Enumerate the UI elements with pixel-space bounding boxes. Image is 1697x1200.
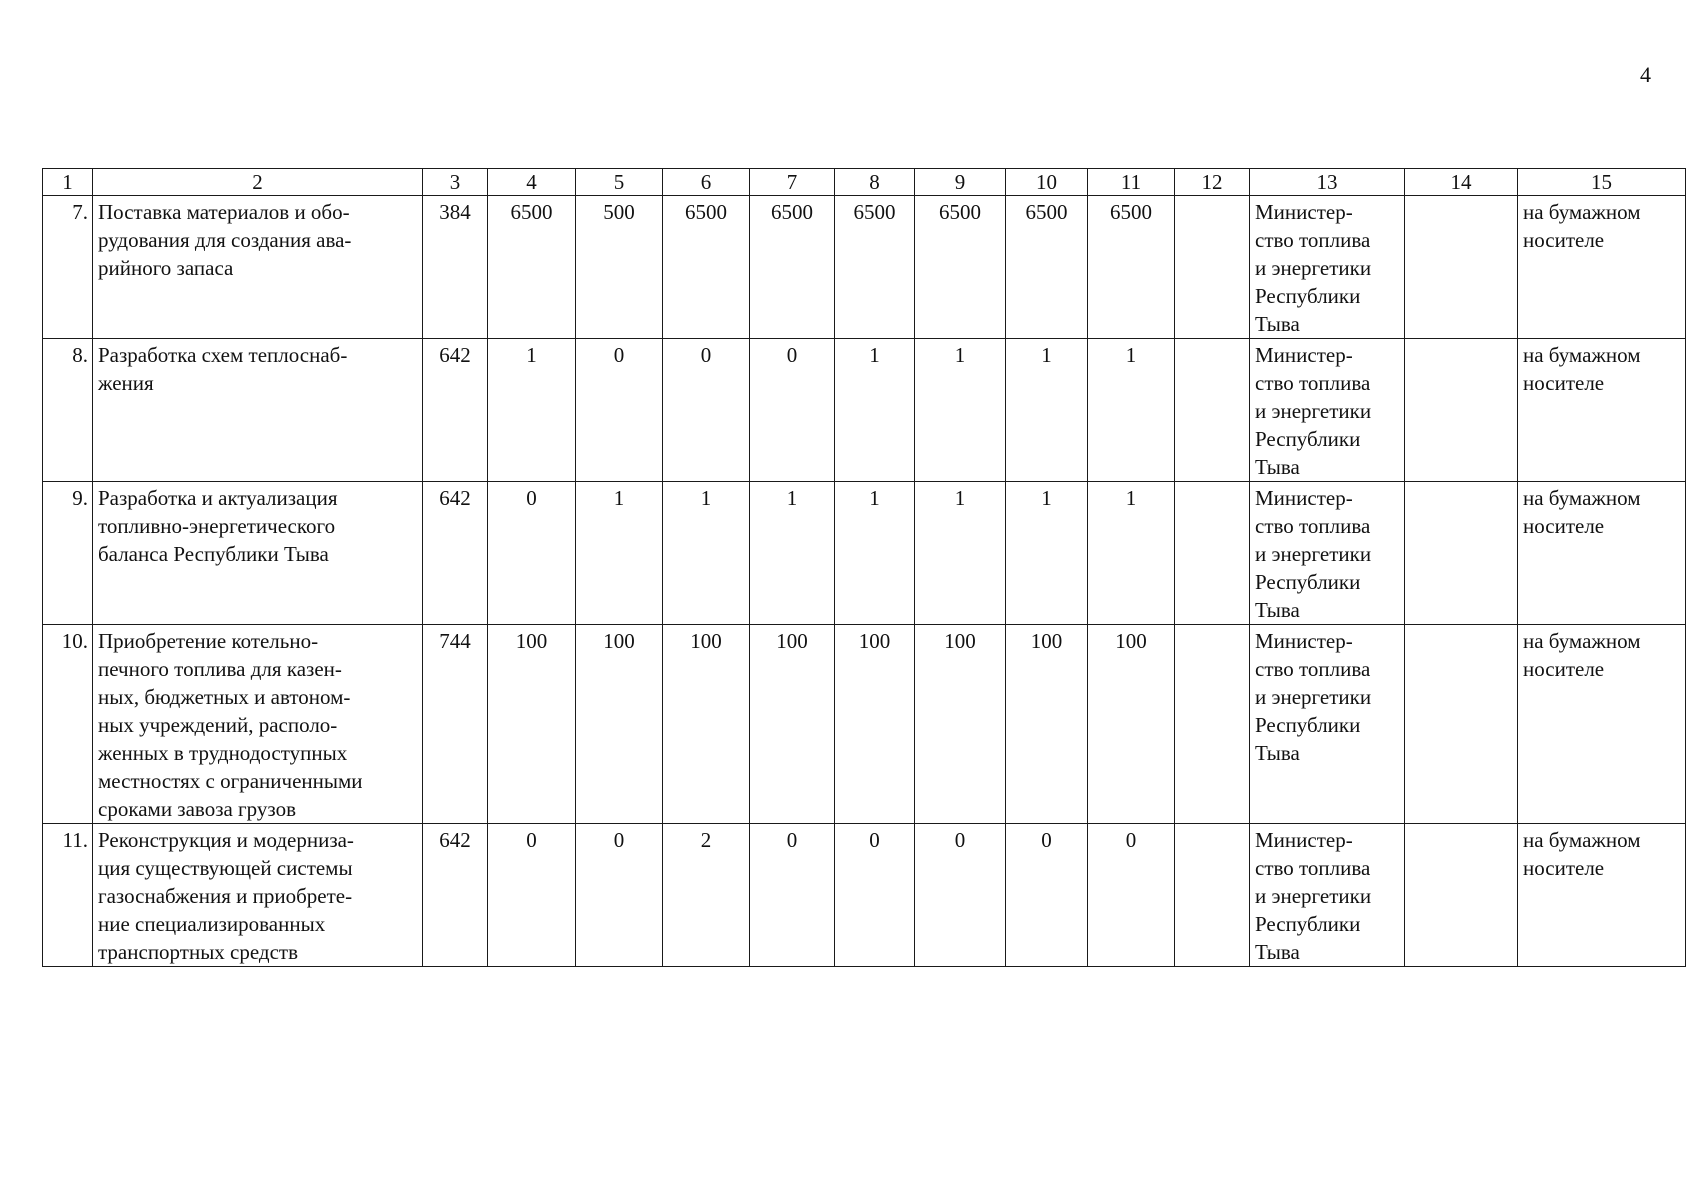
code-cell: 642 bbox=[423, 482, 488, 625]
value-cell: 6500 bbox=[915, 196, 1006, 339]
code-cell: 642 bbox=[423, 339, 488, 482]
value-cell: 100 bbox=[663, 625, 750, 824]
column-number-cell: 7 bbox=[750, 169, 835, 196]
format-cell: на бумажном носителе bbox=[1518, 339, 1686, 482]
column-number-cell: 5 bbox=[576, 169, 663, 196]
responsible-cell: Министер- ство топлива и энергетики Республики Тыва bbox=[1250, 339, 1405, 482]
empty-cell bbox=[1175, 339, 1250, 482]
value-cell: 100 bbox=[750, 625, 835, 824]
value-cell: 0 bbox=[488, 482, 576, 625]
value-cell: 0 bbox=[915, 824, 1006, 967]
value-cell: 1 bbox=[488, 339, 576, 482]
value-cell: 0 bbox=[576, 339, 663, 482]
row-number-cell: 11. bbox=[43, 824, 93, 967]
code-cell: 744 bbox=[423, 625, 488, 824]
value-cell: 1 bbox=[1088, 339, 1175, 482]
column-number-cell: 6 bbox=[663, 169, 750, 196]
value-cell: 100 bbox=[915, 625, 1006, 824]
value-cell: 0 bbox=[663, 339, 750, 482]
responsible-cell: Министер- ство топлива и энергетики Республики Тыва bbox=[1250, 824, 1405, 967]
value-cell: 6500 bbox=[750, 196, 835, 339]
value-cell: 6500 bbox=[1006, 196, 1088, 339]
table-row bbox=[43, 339, 1686, 482]
column-number-cell: 10 bbox=[1006, 169, 1088, 196]
column-number-cell: 9 bbox=[915, 169, 1006, 196]
table-row bbox=[43, 625, 1686, 824]
column-number-cell: 8 bbox=[835, 169, 915, 196]
value-cell: 0 bbox=[1006, 824, 1088, 967]
row-number-cell: 10. bbox=[43, 625, 93, 824]
value-cell: 100 bbox=[488, 625, 576, 824]
format-cell: на бумажном носителе bbox=[1518, 625, 1686, 824]
column-number-cell: 11 bbox=[1088, 169, 1175, 196]
row-number-cell: 7. bbox=[43, 196, 93, 339]
empty-cell bbox=[1405, 339, 1518, 482]
empty-cell bbox=[1405, 196, 1518, 339]
code-cell: 642 bbox=[423, 824, 488, 967]
activity-name-cell: Реконструкция и модерниза- ция существующей системы газоснабжения и приобрете- ние специализированных транспортных средств bbox=[93, 824, 423, 967]
value-cell: 6500 bbox=[488, 196, 576, 339]
empty-cell bbox=[1405, 482, 1518, 625]
column-number-cell: 12 bbox=[1175, 169, 1250, 196]
value-cell: 100 bbox=[835, 625, 915, 824]
value-cell: 0 bbox=[750, 824, 835, 967]
value-cell: 6500 bbox=[663, 196, 750, 339]
value-cell: 1 bbox=[915, 482, 1006, 625]
value-cell: 1 bbox=[915, 339, 1006, 482]
value-cell: 100 bbox=[576, 625, 663, 824]
value-cell: 1 bbox=[835, 339, 915, 482]
activity-name-cell: Разработка и актуализация топливно-энергетического баланса Республики Тыва bbox=[93, 482, 423, 625]
responsible-cell: Министер- ство топлива и энергетики Республики Тыва bbox=[1250, 196, 1405, 339]
value-cell: 0 bbox=[576, 824, 663, 967]
column-number-cell: 2 bbox=[93, 169, 423, 196]
value-cell: 1 bbox=[835, 482, 915, 625]
value-cell: 6500 bbox=[835, 196, 915, 339]
value-cell: 1 bbox=[1006, 482, 1088, 625]
value-cell: 100 bbox=[1006, 625, 1088, 824]
empty-cell bbox=[1405, 824, 1518, 967]
empty-cell bbox=[1175, 196, 1250, 339]
format-cell: на бумажном носителе bbox=[1518, 196, 1686, 339]
activity-name-cell: Разработка схем теплоснаб- жения bbox=[93, 339, 423, 482]
column-number-cell: 1 bbox=[43, 169, 93, 196]
value-cell: 500 bbox=[576, 196, 663, 339]
column-number-cell: 3 bbox=[423, 169, 488, 196]
column-number-row bbox=[43, 169, 1686, 196]
value-cell: 0 bbox=[835, 824, 915, 967]
value-cell: 0 bbox=[1088, 824, 1175, 967]
value-cell: 0 bbox=[488, 824, 576, 967]
value-cell: 1 bbox=[663, 482, 750, 625]
value-cell: 100 bbox=[1088, 625, 1175, 824]
value-cell: 0 bbox=[750, 339, 835, 482]
value-cell: 1 bbox=[1006, 339, 1088, 482]
activity-name-cell: Поставка материалов и обо- рудования для создания ава- рийного запаса bbox=[93, 196, 423, 339]
table-row bbox=[43, 482, 1686, 625]
code-cell: 384 bbox=[423, 196, 488, 339]
value-cell: 6500 bbox=[1088, 196, 1175, 339]
column-number-cell: 4 bbox=[488, 169, 576, 196]
table-row bbox=[43, 196, 1686, 339]
responsible-cell: Министер- ство топлива и энергетики Республики Тыва bbox=[1250, 625, 1405, 824]
empty-cell bbox=[1405, 625, 1518, 824]
program-table-container bbox=[42, 168, 1686, 967]
format-cell: на бумажном носителе bbox=[1518, 482, 1686, 625]
responsible-cell: Министер- ство топлива и энергетики Республики Тыва bbox=[1250, 482, 1405, 625]
value-cell: 1 bbox=[1088, 482, 1175, 625]
program-table bbox=[42, 168, 1686, 967]
empty-cell bbox=[1175, 625, 1250, 824]
table-row bbox=[43, 824, 1686, 967]
value-cell: 1 bbox=[750, 482, 835, 625]
column-number-cell: 15 bbox=[1518, 169, 1686, 196]
column-number-cell: 14 bbox=[1405, 169, 1518, 196]
column-number-cell: 13 bbox=[1250, 169, 1405, 196]
value-cell: 2 bbox=[663, 824, 750, 967]
activity-name-cell: Приобретение котельно- печного топлива для казен- ных, бюджетных и автоном- ных учреждений, располо- женных в труднодоступных местностях с ограниченными сроками завоза грузов bbox=[93, 625, 423, 824]
format-cell: на бумажном носителе bbox=[1518, 824, 1686, 967]
row-number-cell: 8. bbox=[43, 339, 93, 482]
empty-cell bbox=[1175, 824, 1250, 967]
table-body bbox=[43, 169, 1686, 967]
page-number: 4 bbox=[1640, 62, 1651, 87]
empty-cell bbox=[1175, 482, 1250, 625]
row-number-cell: 9. bbox=[43, 482, 93, 625]
value-cell: 1 bbox=[576, 482, 663, 625]
